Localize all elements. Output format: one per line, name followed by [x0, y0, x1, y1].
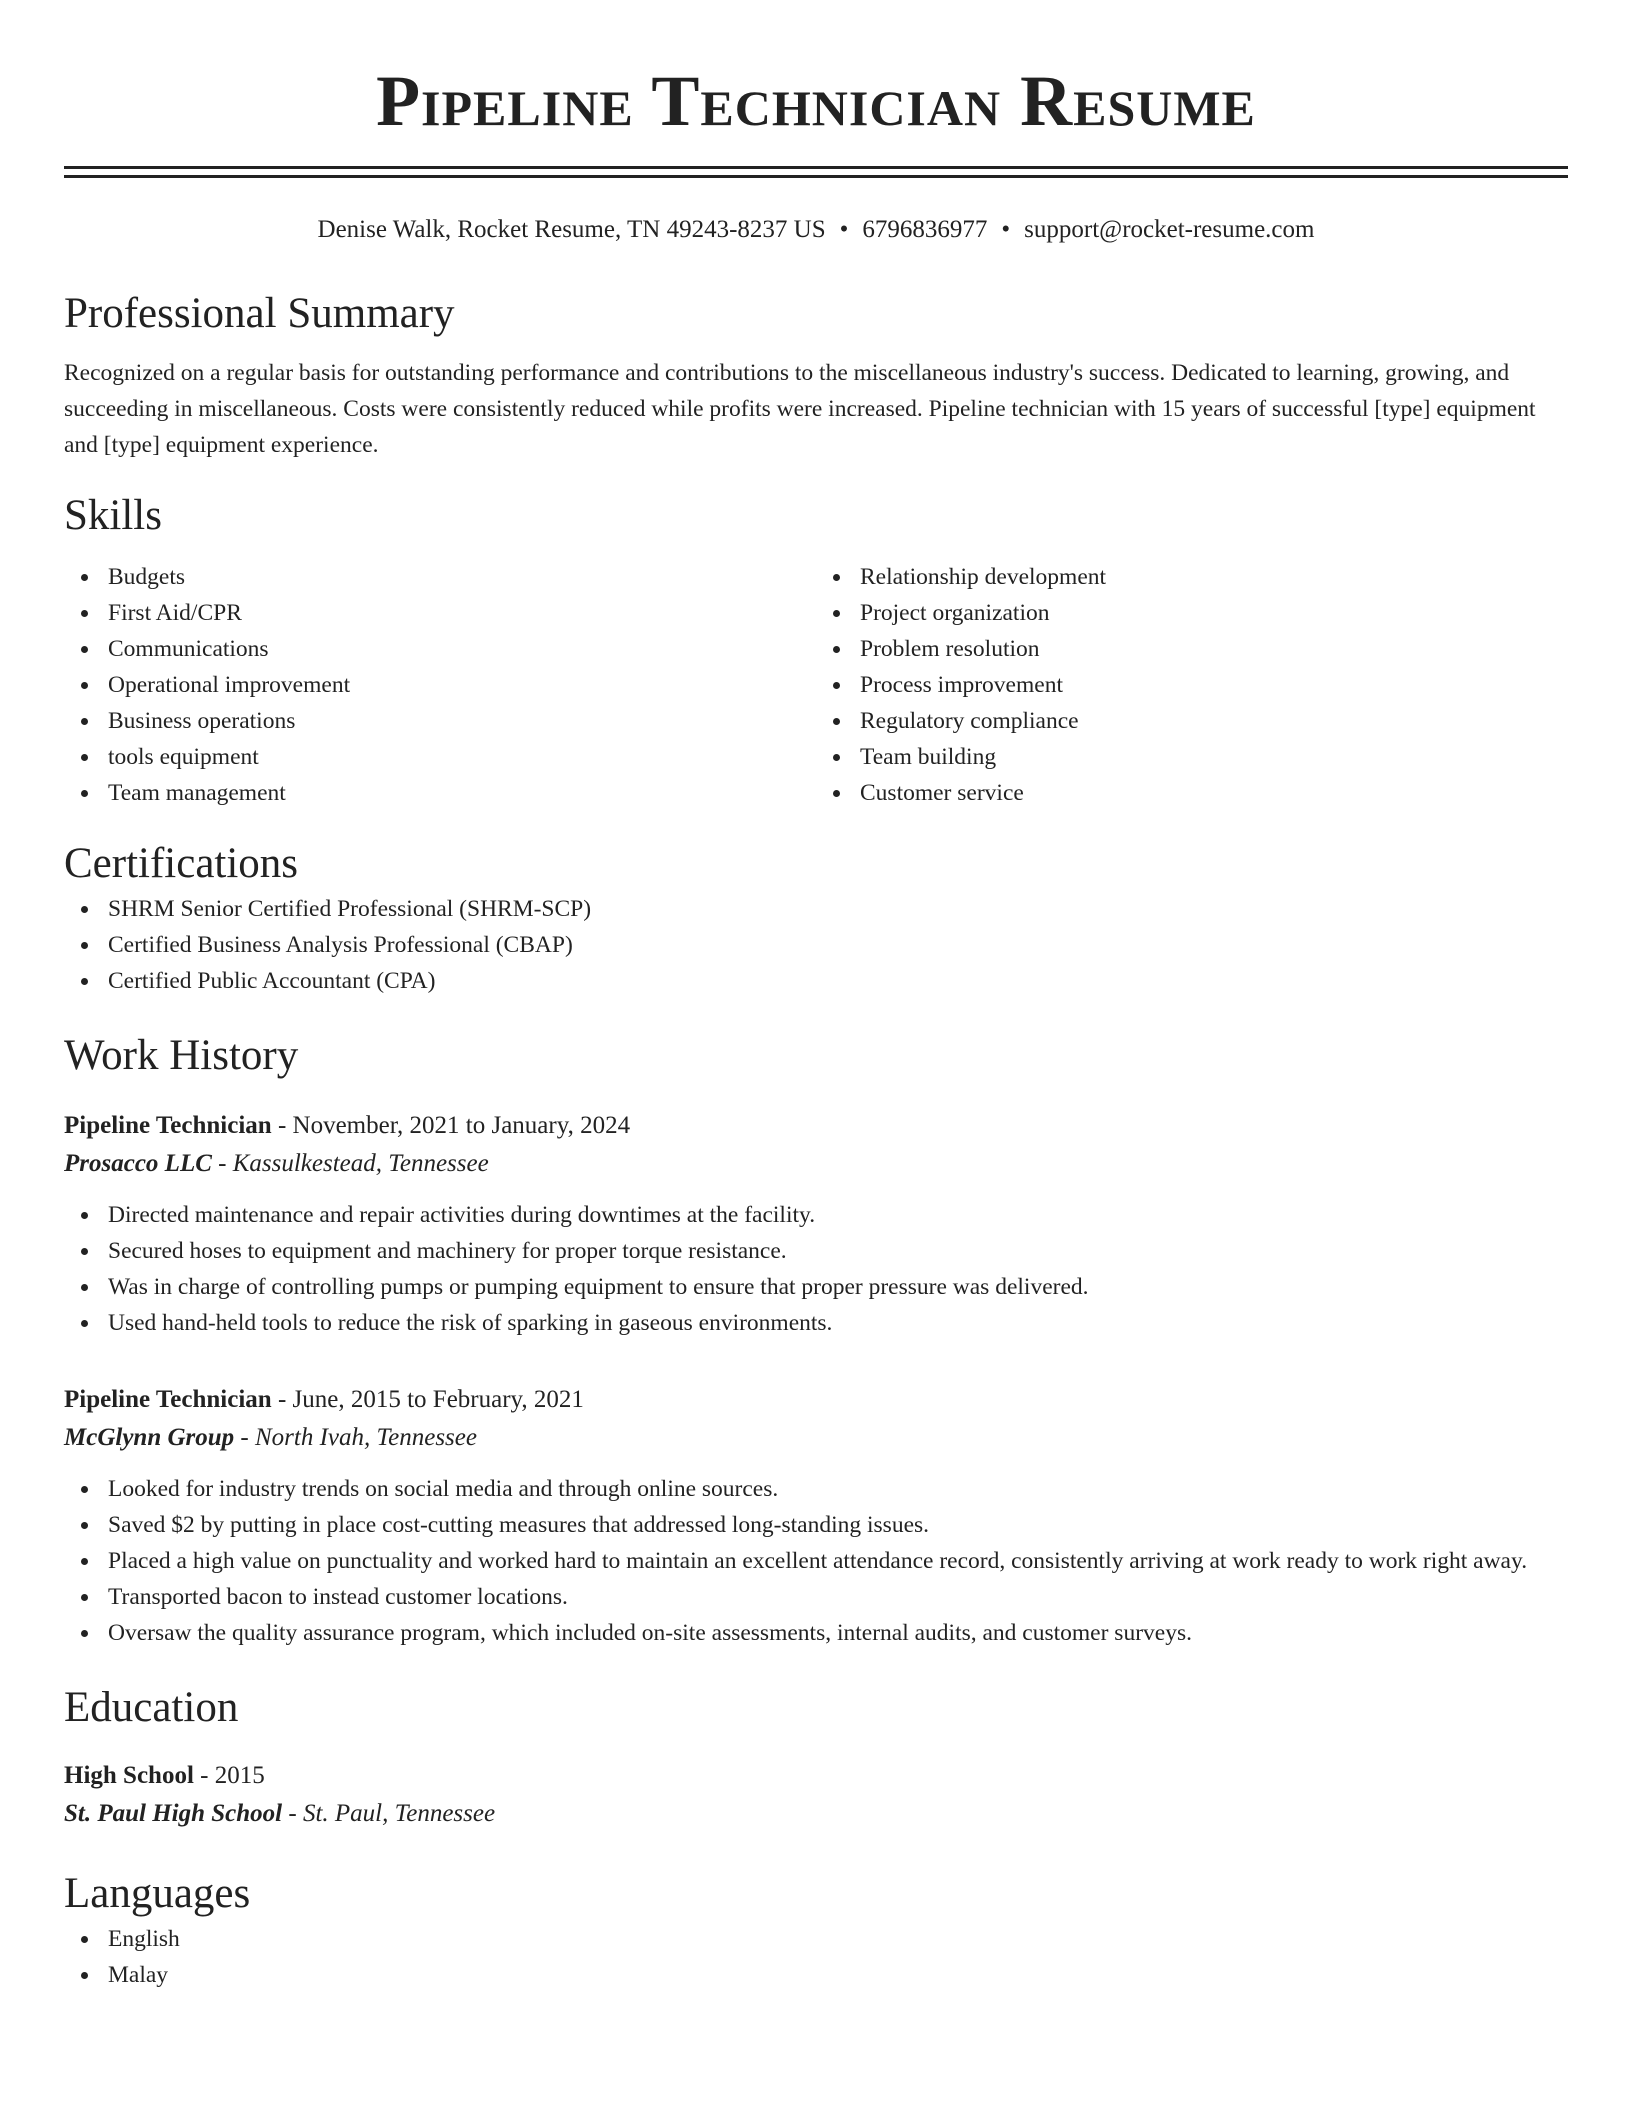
skills-list-right [816, 559, 1568, 811]
language-item: Malay [64, 1957, 1568, 1993]
contact-separator: • [839, 216, 849, 243]
job-duty: Used hand-held tools to reduce the risk of sparking in gaseous environments. [64, 1305, 1568, 1341]
job-entry [64, 1107, 1568, 1341]
job-dates: - June, 2015 to February, 2021 [271, 1386, 584, 1413]
title-double-rule [64, 166, 1568, 178]
skill-item: Communications [64, 631, 816, 667]
education-degree: High School [64, 1762, 194, 1789]
skill-item: Budgets [64, 559, 816, 595]
job-entry [64, 1381, 1568, 1651]
certification-item: Certified Business Analysis Professional (CBAP) [64, 927, 1568, 963]
skill-item: Team management [64, 775, 816, 811]
skill-item: Regulatory compliance [816, 703, 1568, 739]
skill-item: Relationship development [816, 559, 1568, 595]
education-school: St. Paul High School [64, 1800, 283, 1827]
language-item: English [64, 1921, 1568, 1957]
job-dates: - November, 2021 to January, 2024 [271, 1112, 631, 1139]
job-duties-list [64, 1471, 1568, 1651]
job-company: Prosacco LLC [64, 1150, 212, 1177]
job-duty: Secured hoses to equipment and machinery for proper torque resistance. [64, 1233, 1568, 1269]
skills-grid [64, 559, 1568, 811]
skill-item: Problem resolution [816, 631, 1568, 667]
education-heading: Education [64, 1684, 239, 1731]
job-duty: Directed maintenance and repair activities during downtimes at the facility. [64, 1197, 1568, 1233]
skill-item: First Aid/CPR [64, 595, 816, 631]
job-employer [64, 1419, 1568, 1457]
skill-item: tools equipment [64, 739, 816, 775]
education-header [64, 1757, 1568, 1795]
contact-email: support@rocket-resume.com [1024, 216, 1315, 243]
resume-title: Pipeline Technician Resume [376, 61, 1256, 141]
job-duty: Saved $2 by putting in place cost-cutting measures that addressed long-standing issues. [64, 1507, 1568, 1543]
certification-item: SHRM Senior Certified Professional (SHRM-SCP) [64, 891, 1568, 927]
job-duty: Was in charge of controlling pumps or pumping equipment to ensure that proper pressure was delivered. [64, 1269, 1568, 1305]
certifications-list [64, 891, 1568, 999]
skill-item: Process improvement [816, 667, 1568, 703]
skill-item: Project organization [816, 595, 1568, 631]
job-header [64, 1381, 1568, 1419]
languages-heading: Languages [64, 1870, 251, 1917]
skill-item: Team building [816, 739, 1568, 775]
contact-phone: 6796836977 [862, 216, 988, 243]
job-header [64, 1107, 1568, 1145]
education-year: - 2015 [193, 1762, 265, 1789]
work-history-heading: Work History [64, 1032, 299, 1079]
job-duties-list [64, 1197, 1568, 1341]
job-title: Pipeline Technician [64, 1386, 272, 1413]
job-location: - North Ivah, Tennessee [234, 1424, 477, 1451]
summary-text: Recognized on a regular basis for outstanding performance and contributions to the miscellaneous industry's success. Dedicated to learning, growing, and succeeding in miscellaneous. Costs were consistently reduced while profits were increased. Pipeline technician with 15 years of successful [type] equipment and [type] equipment experience. [64, 360, 1536, 458]
education-location: - St. Paul, Tennessee [282, 1800, 496, 1827]
job-employer [64, 1145, 1568, 1183]
certifications-heading: Certifications [64, 840, 299, 887]
contact-address: Denise Walk, Rocket Resume, TN 49243-8237 US [317, 216, 826, 243]
skill-item: Customer service [816, 775, 1568, 811]
skills-heading: Skills [64, 492, 162, 539]
certification-item: Certified Public Accountant (CPA) [64, 963, 1568, 999]
job-company: McGlynn Group [64, 1424, 235, 1451]
job-location: - Kassulkestead, Tennessee [211, 1150, 489, 1177]
contact-line [64, 213, 1568, 247]
contact-separator: • [1001, 216, 1011, 243]
summary-heading: Professional Summary [64, 290, 455, 337]
languages-list [64, 1921, 1568, 1993]
job-duty: Looked for industry trends on social media and through online sources. [64, 1471, 1568, 1507]
job-duty: Placed a high value on punctuality and worked hard to maintain an excellent attendance record, consistently arriving at work ready to work right away. [64, 1543, 1568, 1579]
job-title: Pipeline Technician [64, 1112, 272, 1139]
education-entry [64, 1757, 1568, 1833]
job-duty: Oversaw the quality assurance program, which included on-site assessments, internal audits, and customer surveys. [64, 1615, 1568, 1651]
skill-item: Operational improvement [64, 667, 816, 703]
skills-list-left [64, 559, 816, 811]
skill-item: Business operations [64, 703, 816, 739]
job-duty: Transported bacon to instead customer locations. [64, 1579, 1568, 1615]
education-school-line [64, 1795, 1568, 1833]
